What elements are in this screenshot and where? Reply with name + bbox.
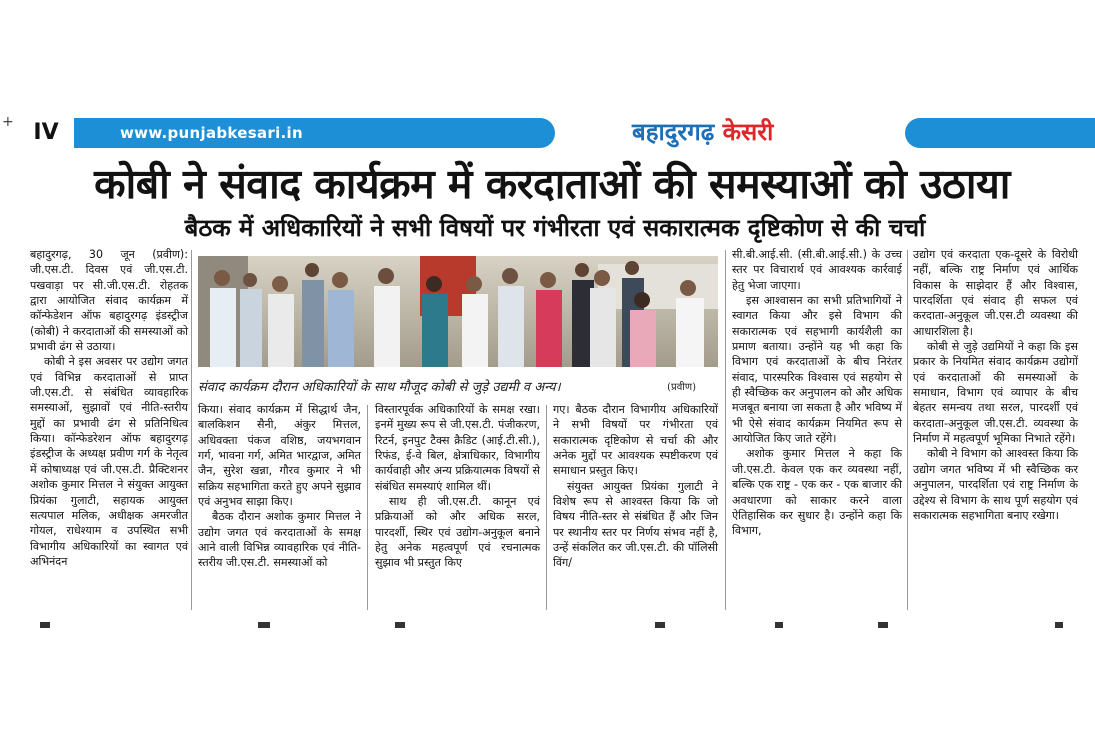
article-column-5 — [732, 247, 902, 539]
body-paragraph: कोबी से जुड़े उद्यमियों ने कहा कि इस प्रकार के नियमित संवाद कार्यक्रम उद्योगों एवं करदाताओं की समस्याओं के समाधान, विभाग एवं व्यापार के बीच बेहतर समन्वय तथा सरल, पारदर्शी एवं करदाता-अनुकूल जी.एस.टी. व्यवस्था के निर्माण में महत्वपूर्ण भूमिका निभाते रहेंगे। — [913, 340, 1078, 446]
body-paragraph: किया। संवाद कार्यक्रम में सिद्धार्थ जैन, बालकिशन सैनी, अंकुर मित्तल, अधिवक्ता पंकज वशिष्ठ, जयभगवान गर्ग, भावना गर्ग, अमित भारद्वाज, अमित जैन, सुरेश खन्ना, गौरव कुमार ने भी सक्रिय सहभागिता करते हुए अपने सुझाव एवं अनुभव साझा किए। — [198, 403, 361, 509]
body-paragraph: कोबी ने विभाग को आश्वस्त किया कि उद्योग जगत भविष्य में भी स्वैच्छिक कर अनुपालन, पारदर्शिता एवं राष्ट्र निर्माण के उद्देश्य से विभाग के साथ पूर्ण सहयोग एवं सकारात्मक सहभागिता बनाए रखेगा। — [913, 447, 1078, 522]
article-column-4 — [553, 402, 718, 571]
column-divider — [191, 250, 192, 610]
page-number: IV — [18, 118, 77, 148]
article-column-3 — [375, 402, 540, 571]
body-paragraph: संयुक्त आयुक्त प्रियंका गुलाटी ने विशेष रूप से आश्वस्त किया कि जो विषय नीति-स्तर से संबंधित हैं और जिन पर स्थानीय स्तर पर निर्णय संभव नहीं है, उन्हें संकलित कर जी.एस.टी. की पॉलिसी विंग/ — [553, 479, 718, 570]
group-photo-image — [198, 256, 718, 367]
masthead-city: बहादुरगढ़ — [632, 118, 715, 146]
body-paragraph: उद्योग एवं करदाता एक-दूसरे के विरोधी नहीं, बल्कि राष्ट्र निर्माण एवं आर्थिक विकास के साझेदार हैं और विश्वास, पारदर्शिता एवं संवाद ही सफल एवं करदाता-अनुकूल जी.एस.टी व्यवस्था की आधारशिला है। — [913, 248, 1078, 338]
body-paragraph: कोबी ने इस अवसर पर उद्योग जगत एवं विभिन्न करदाताओं से प्राप्त जी.एस.टी. से संबंधित व्यावहारिक समस्याओं, सुझावों एवं नीति-स्तरीय मुद्दों का प्रभावी ढंग से प्रतिनिधित्व किया। कॉन्फेडरेशन ऑफ बहादुरगढ़ इंडस्ट्रीज के अध्यक्ष प्रवीण गर्ग के नेतृत्व में कोषाध्यक्ष एवं जी.एस.टी. प्रैक्टिशनर अशोक कुमार मित्तल ने संयुक्त आयुक्त प्रियंका गुलाटी, सहायक आयुक्त सत्यपाल मलिक, अधीक्षक अमरजीत गोयल, राधेश्याम व उपस्थित सभी विभागीय अधिकारियों का स्वागत एवं अभिनंदन — [30, 355, 188, 568]
article-headline: कोबी ने संवाद कार्यक्रम में करदाताओं की समस्याओं को उठाया — [94, 160, 1010, 208]
group-photo — [198, 256, 718, 367]
photo-caption-text: संवाद कार्यक्रम दौरान अधिकारियों के साथ मौजूद कोबी से जुड़े उद्यमी व अन्य। — [198, 380, 561, 395]
article-column-2 — [198, 402, 361, 571]
next-article-cutoff — [0, 620, 1095, 630]
article-column-6 — [913, 247, 1078, 523]
header-band-right — [905, 118, 1095, 148]
article-subheadline: बैठक में अधिकारियों ने सभी विषयों पर गंभीरता एवं सकारात्मक दृष्टिकोण से की चर्चा — [184, 214, 926, 242]
masthead — [632, 114, 773, 150]
photo-credit: (प्रवीण) — [667, 382, 696, 393]
body-paragraph: विस्तारपूर्वक अधिकारियों के समक्ष रखा। इनमें मुख्य रूप से जी.एस.टी. पंजीकरण, रिटर्न, इनपुट टैक्स क्रैडिट (आई.टी.सी.), रिफंड, ई-वे बिल, क्षेत्राधिकार, विभागीय कार्यवाही और अन्य प्रक्रियात्मक विषयों से संबंधित समस्याएं शामिल थीं। — [375, 403, 540, 493]
body-paragraph: साथ ही जी.एस.टी. कानून एवं प्रक्रियाओं को और अधिक सरल, पारदर्शी, स्थिर एवं उद्योग-अनुकूल बनाने हेतु अनेक महत्वपूर्ण एवं रचनात्मक सुझाव भी प्रस्तुत किए — [375, 495, 540, 570]
body-paragraph: अशोक कुमार मित्तल ने कहा कि जी.एस.टी. केवल एक कर व्यवस्था नहीं, बल्कि एक राष्ट्र - एक कर - एक बाजार की अवधारणा को साकार करने वाला ऐतिहासिक कर सुधार है। उन्होंने कहा कि विभाग, — [732, 447, 902, 538]
header-band — [0, 118, 1095, 148]
masthead-brand: केसरी — [722, 118, 774, 146]
body-paragraph: गए। बैठक दौरान विभागीय अधिकारियों ने सभी विषयों पर गंभीरता एवं सकारात्मक दृष्टिकोण से चर्चा की और अनेक मुद्दों पर आवश्यक स्पष्टीकरण एवं समाधान प्रस्तुत किए। — [553, 403, 718, 478]
body-paragraph: सी.बी.आई.सी. (सी.बी.आई.सी.) के उच्च स्तर पर विचारार्थ एवं आवश्यक कार्रवाई हेतु भेजा जाएगा। — [732, 248, 902, 292]
website-url: www.punjabkesari.in — [120, 124, 303, 142]
column-divider — [725, 250, 726, 610]
column-divider — [546, 405, 547, 610]
crosshair-cursor-icon: + — [2, 114, 14, 130]
column-divider — [367, 405, 368, 610]
body-paragraph: इस आश्वासन का सभी प्रतिभागियों ने स्वागत किया और इसे विभाग की सकारात्मक एवं सहभागी कार्यशैली का प्रमाण बताया। उन्होंने यह भी कहा कि विभाग एवं करदाताओं के बीच निरंतर संवाद, पारस्परिक विश्वास एवं सहयोग से ही स्वैच्छिक कर अनुपालन को और अधिक मजबूत बनाया जा सकता है और भविष्य में भी ऐसे संवाद कार्यक्रम नियमित रूप से आयोजित किए जाते रहेंगे। — [732, 294, 902, 446]
body-paragraph: बैठक दौरान अशोक कुमार मित्तल ने उद्योग जगत एवं करदाताओं के समक्ष आने वाली विभिन्न व्यावहारिक एवं नीति-स्तरीय जी.एस.टी. समस्याओं को — [198, 510, 361, 570]
column-divider — [907, 250, 908, 610]
article-column-1 — [30, 247, 188, 569]
dateline-paragraph: बहादुरगढ़, 30 जून (प्रवीण): जी.एस.टी. दिवस एवं जी.एस.टी. पखवाड़ा पर सी.जी.एस.टी. रोहतक द्वारा आयोजित संवाद कार्यक्रम में कॉन्फेडेशन ऑफ बहादुरगढ़ इंडस्ट्रीज (कोबी) ने करदाताओं की समस्याओं को प्रभावी ढंग से उठाया। — [30, 248, 188, 354]
photo-caption — [198, 378, 718, 398]
